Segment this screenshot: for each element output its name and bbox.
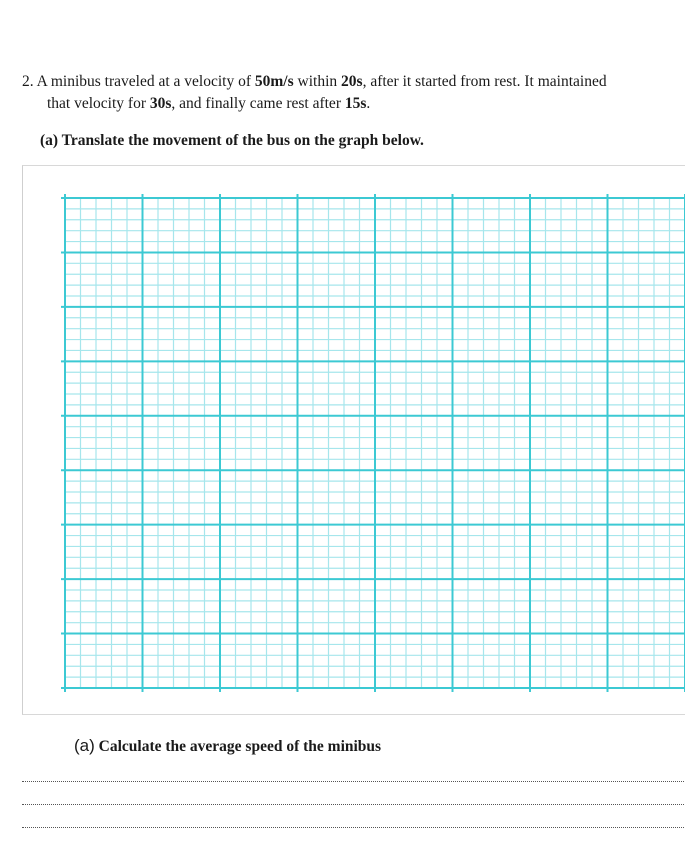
answer-line[interactable] <box>22 804 684 805</box>
part-b-label: (a) <box>74 736 95 755</box>
constant-time-value: 30s <box>149 95 172 112</box>
question-text: A minibus traveled at a velocity of <box>33 73 255 90</box>
part-a-heading: (a) Translate the movement of the bus on the graph below. <box>40 132 424 149</box>
accel-time-value: 20s <box>341 73 363 90</box>
decel-time-value: 15s <box>344 95 367 112</box>
question-text: . <box>366 95 371 112</box>
part-b-text: Calculate the average speed of the minibus <box>98 738 382 755</box>
graph-paper[interactable] <box>23 166 685 714</box>
velocity-value: 50m/s <box>254 73 294 90</box>
question-number: 2. <box>22 73 34 90</box>
question-text: within <box>293 73 342 90</box>
answer-line[interactable] <box>22 827 684 828</box>
graph-paper-frame[interactable] <box>22 165 685 715</box>
question-text: , and finally came rest after <box>171 95 345 112</box>
answer-line[interactable] <box>22 781 684 782</box>
question-text: , after it started from rest. It maintained <box>362 73 607 90</box>
part-b-question <box>74 736 381 756</box>
question-line-1 <box>22 72 607 92</box>
question-text: that velocity for <box>47 95 150 112</box>
question-line-2 <box>47 94 370 114</box>
